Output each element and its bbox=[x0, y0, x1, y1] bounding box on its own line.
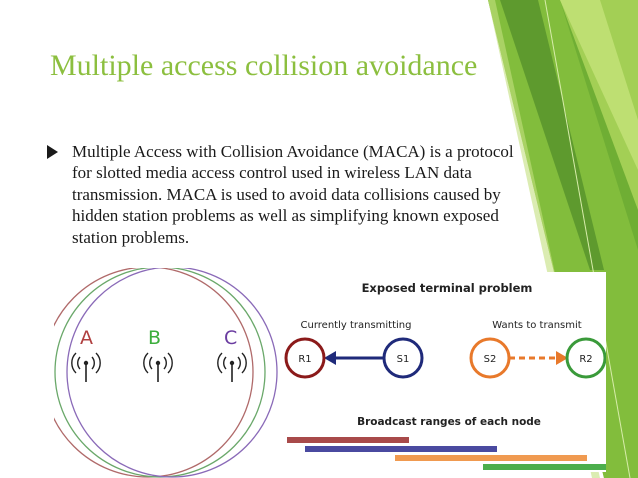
node-s1-label: S1 bbox=[396, 354, 410, 365]
node-label-b: B bbox=[148, 327, 162, 349]
wifi-antenna-icon bbox=[218, 353, 246, 382]
node-label-a: A bbox=[80, 327, 93, 349]
node-s2-label: S2 bbox=[483, 354, 497, 365]
node-r2-label: R2 bbox=[579, 354, 593, 365]
exposed-terminal-diagram bbox=[282, 272, 606, 472]
wants-to-transmit-label: Wants to transmit bbox=[492, 320, 582, 331]
node-label-c: C bbox=[224, 327, 238, 349]
hidden-terminal-diagram bbox=[54, 268, 280, 478]
node-r1-label: R1 bbox=[298, 354, 312, 365]
ranges-caption: Broadcast ranges of each node bbox=[357, 416, 541, 428]
range-circle-right bbox=[67, 268, 277, 477]
range-bar-r1 bbox=[287, 437, 409, 443]
slide-title: Multiple access collision avoidance bbox=[50, 49, 478, 82]
range-bar-s2 bbox=[395, 455, 587, 461]
bullet-arrow-icon bbox=[47, 145, 58, 159]
bullet-text: Multiple Access with Collision Avoidance (MACA) is a protocol for slotted media access control used in wireless LAN data transmission. MACA is used to avoid data collisions caused by hidden station problems as well as simplifying known exposed station problems. bbox=[72, 142, 514, 247]
currently-transmitting-label: Currently transmitting bbox=[300, 320, 412, 331]
wifi-antenna-icon bbox=[144, 353, 172, 382]
exposed-diagram-title: Exposed terminal problem bbox=[361, 281, 533, 295]
wifi-antenna-icon bbox=[72, 353, 100, 382]
range-bar-s1 bbox=[305, 446, 497, 452]
range-bar-r2 bbox=[483, 464, 606, 470]
